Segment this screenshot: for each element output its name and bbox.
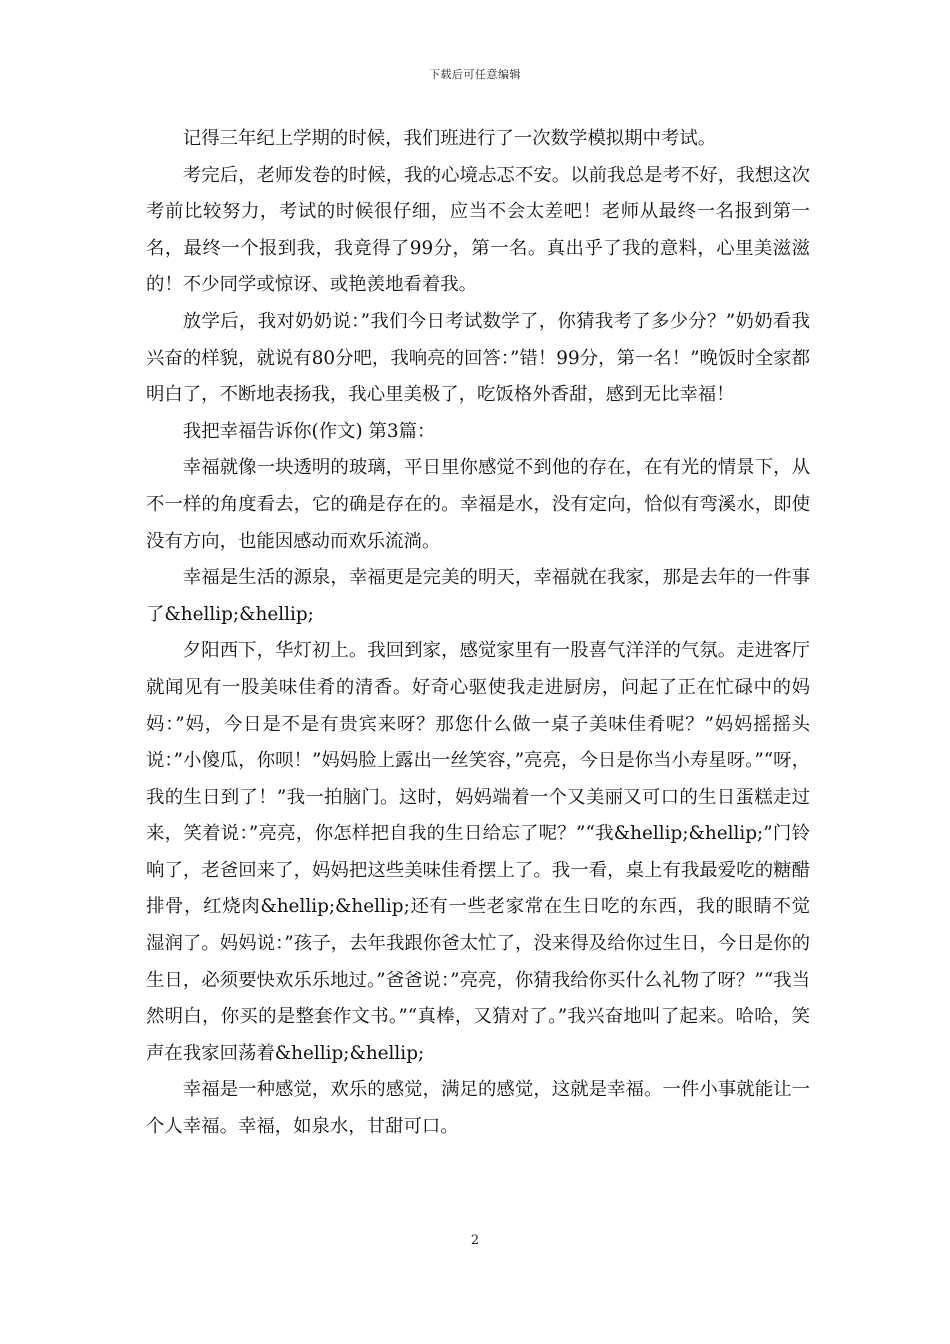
paragraph: 考完后，老师发卷的时候，我的心境忐忑不安。以前我总是考不好，我想这次考前比较努力，考试的时候很仔细，应当不会太差吧！老师从最终一名报到第一名，最终一个报到我，我竟得了99分，第一名。真出乎了我的意料，心里美滋滋的！不少同学或惊讶、或艳羡地看着我。 [146, 164, 810, 296]
paragraph: 记得三年纪上学期的时候，我们班进行了一次数学模拟期中考试。 [182, 128, 717, 149]
document-body [146, 121, 810, 1146]
page-header: 下载后可任意编辑 [429, 68, 521, 81]
paragraph: 放学后，我对奶奶说：”我们今日考试数学了，你猜我考了多少分？”奶奶看我兴奋的样貌，就说有80分吧，我响亮的回答：”错！99分，第一名！”晚饭时全家都明白了，不断地表扬我，我心里美极了，吃饭格外香甜，感到无比幸福！ [146, 310, 810, 406]
page-number: 2 [470, 1233, 480, 1248]
paragraph: 幸福就像一块透明的玻璃，平日里你感觉不到他的存在，在有光的情景下，从不一样的角度看去，它的确是存在的。幸福是水，没有定向，恰似有弯溪水，即使没有方向，也能因感动而欢乐流淌。 [146, 457, 810, 552]
paragraph: 幸福是生活的源泉，幸福更是完美的明天，幸福就在我家，那是去年的一件事了&hellip;&hellip; [146, 567, 810, 625]
section-heading: 我把幸福告诉你(作文) 第3篇： [182, 420, 436, 442]
paragraph: 幸福是一种感觉，欢乐的感觉，满足的感觉，这就是幸福。一件小事就能让一个人幸福。幸福，如泉水，甘甜可口。 [146, 1079, 810, 1138]
paragraph: 夕阳西下，华灯初上。我回到家，感觉家里有一股喜气洋洋的气氛。走进客厅就闻见有一股美味佳肴的清香。好奇心驱使我走进厨房，问起了正在忙碌中的妈妈：”妈，今日是不是有贵宾来呀？那您什么做一桌子美味佳肴呢？”妈妈摇摇头说：”小傻瓜，你呗！”妈妈脸上露出一丝笑容，”亮亮，今日是你当小寿星呀。”“呀，我的生日到了！”我一拍脑门。这时，妈妈端着一个又美丽又可口的生日蛋糕走过来，笑着说：”亮亮，你怎样把自我的生日给忘了呢？”“我&hellip;&hellip;”门铃响了，老爸回来了，妈妈把这些美味佳肴摆上了。我一看，桌上有我最爱吃的糖醋排骨，红烧肉&hellip;&hellip;还有一些老家常在生日吃的东西，我的眼睛不觉湿润了。妈妈说：”孩子，去年我跟你爸太忙了，没来得及给你过生日，今日是你的生日，必须要快欢乐乐地过。”爸爸说：”亮亮，你猜我给你买什么礼物了呀？”“我当然明白，你买的是整套作文书。”“真棒，又猜对了。”我兴奋地叫了起来。哈哈，笑声在我家回荡着&hellip;&hellip; [146, 640, 810, 1064]
